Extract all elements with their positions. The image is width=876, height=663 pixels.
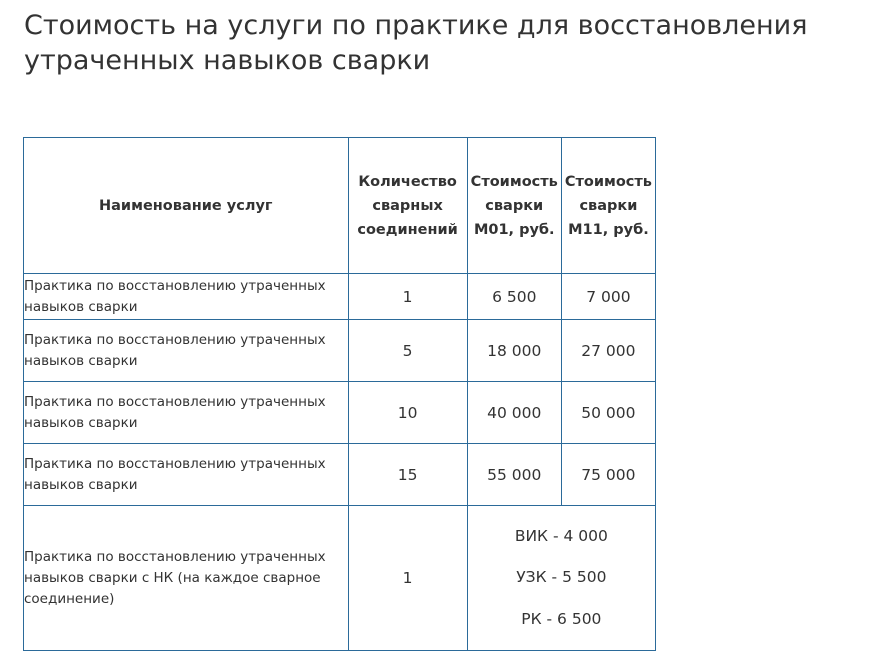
weld-count-cell: 10 bbox=[348, 382, 467, 444]
price-m01-cell: 18 000 bbox=[467, 320, 561, 382]
nk-price-vik: ВИК - 4 000 bbox=[514, 526, 608, 545]
header-price-m11: Стоимость сварки М11, руб. bbox=[561, 138, 655, 274]
nk-price-rk: РК - 6 500 bbox=[521, 609, 602, 628]
price-m11-cell: 50 000 bbox=[561, 382, 655, 444]
table-row bbox=[24, 382, 656, 444]
weld-count-cell: 1 bbox=[348, 506, 467, 651]
page-title: Стоимость на услуги по практике для восстановления утраченных навыков сварки bbox=[24, 10, 808, 76]
service-name-cell: Практика по восстановлению утраченных навыков сварки bbox=[24, 274, 349, 320]
weld-count-cell: 5 bbox=[348, 320, 467, 382]
service-name-cell: Практика по восстановлению утраченных навыков сварки bbox=[24, 444, 349, 506]
service-name-cell: Практика по восстановлению утраченных навыков сварки с НК (на каждое сварное соединение) bbox=[24, 506, 349, 651]
price-table bbox=[23, 137, 656, 651]
table-row bbox=[24, 320, 656, 382]
table-row bbox=[24, 444, 656, 506]
weld-count-cell: 1 bbox=[348, 274, 467, 320]
price-m11-cell: 27 000 bbox=[561, 320, 655, 382]
header-weld-count: Количество сварных соединений bbox=[348, 138, 467, 274]
table-row bbox=[24, 274, 656, 320]
nk-price-cell bbox=[467, 506, 655, 651]
price-m01-cell: 6 500 bbox=[467, 274, 561, 320]
header-price-m01: Стоимость сварки М01, руб. bbox=[467, 138, 561, 274]
table-header-row bbox=[24, 138, 656, 274]
price-m01-cell: 40 000 bbox=[467, 382, 561, 444]
service-name-cell: Практика по восстановлению утраченных навыков сварки bbox=[24, 320, 349, 382]
price-m11-cell: 7 000 bbox=[561, 274, 655, 320]
price-m01-cell: 55 000 bbox=[467, 444, 561, 506]
weld-count-cell: 15 bbox=[348, 444, 467, 506]
price-m11-cell: 75 000 bbox=[561, 444, 655, 506]
header-service-name: Наименование услуг bbox=[24, 138, 349, 274]
nk-price-uzk: УЗК - 5 500 bbox=[516, 568, 607, 587]
table-row-nk bbox=[24, 506, 656, 651]
service-name-cell: Практика по восстановлению утраченных навыков сварки bbox=[24, 382, 349, 444]
